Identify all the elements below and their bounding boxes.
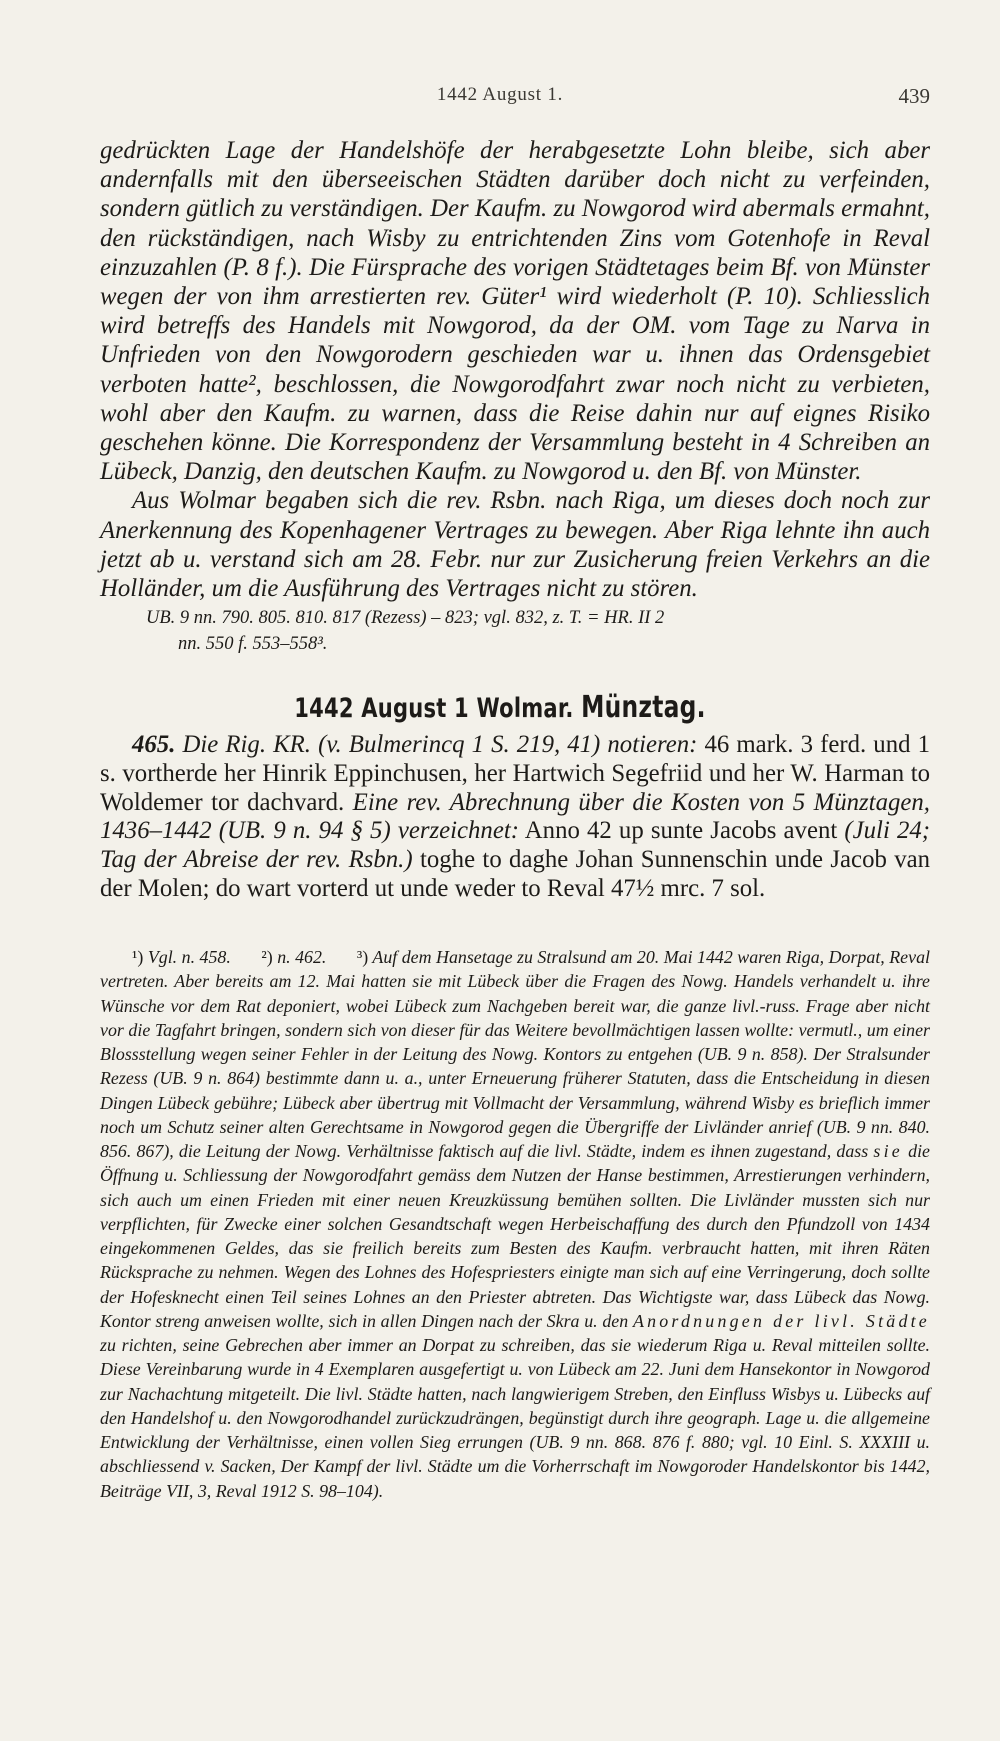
- entry-text-f: toghe to daghe Johan Sunnenschin unde Jacob van der Molen; do wart vorterd ut unde weder to Reval 47½ mrc. 7 sol.: [100, 846, 931, 902]
- footnote-2-label: ²): [261, 947, 273, 967]
- footnote-3-spaced-2: Anordnungen der livl. Städte: [632, 1310, 930, 1331]
- source-references-line-2: nn. 550 f. 553–558³.: [178, 634, 328, 655]
- entry-text-c: Eine rev. Abrechnung über die Kosten von 5 Münztagen, 1436–1442 (UB. 9 n. 94 § 5) verzeichnet:: [100, 788, 930, 845]
- source-references: [100, 605, 930, 657]
- footnote-3-text-a: Auf dem Hansetage zu Stralsund am 20. Mai 1442 waren Riga, Dorpat, Reval vertreten. Aber bereits am 12. Mai hatten sie mit Lübeck über die Fragen des Nowg. Handels verhandelt u. ihre Wünsche vor dem Rat deponiert, wobei Lübeck zum Nachgeben bereit war, die ganze livl.-russ. Frage aber nicht vor die Tagfahrt bringen, sondern sich von dieser für das Weitere bevollmächtigen lassen wollte: vermutl., um einer Blossstellung wegen seiner Fehler in der Leitung des Nowg. Kontors zu entgehen (UB. 9 n. 858). Der Stralsunder Rezess (UB. 9 n. 864) bestimmte dann u. a., unter Erneuerung früherer Statuten, dass die Entscheidung in diesen Dingen Lübeck gebühre; Lübeck aber übertrug mit Vollmacht der Versammlung, während Wisby es brieflich immer noch um Schutz seiner alten Gerechtsame in Nowgorod gegen die Übergriffe der Livländer anrief (UB. 9 nn. 840. 856. 867), die Leitung der Nowg. Verhältnisse faktisch auf die livl. Städte, indem es ihnen zugestand, dass: [100, 947, 930, 1161]
- heading-date-place: 1442 August 1 Wolmar.: [294, 693, 574, 724]
- footnote-3-spaced-1: sie: [873, 1141, 903, 1161]
- entry-text-a: Die Rig. KR. (v. Bulmerincq 1 S. 219, 41) notieren:: [182, 731, 698, 758]
- footnotes: [100, 945, 930, 1503]
- body-paragraph-2: Aus Wolmar begaben sich die rev. Rsbn. nach Riga, um dieses doch noch zur Anerkennung des Kopenhagener Vertrages zu bewegen. Aber Riga lehnte ihn auch jetzt ab u. verstand sich am 28. Febr. nur zur Zusicherung freien Verkehrs an die Holländer, um die Ausführung des Vertrages nicht zu stören.: [100, 487, 930, 603]
- entry-number: 465.: [132, 731, 176, 758]
- footnote-3-text-c: zu richten, seine Gebrechen aber immer an Dorpat zu schreiben, das sie wiederum Riga u. Reval mitteilen sollte. Diese Vereinbarung wurde in 4 Exemplaren ausgefertigt u. von Lübeck am 22. Juni dem Hansekontor in Nowgorod zur Nachachtung mitgeteilt. Die livl. Städte hatten, nach langwierigem Streben, den Einfluss Wisbys u. Lübecks auf den Handelshof u. den Nowgorodhandel zurückzudrängen, begünstigt durch ihre geograph. Lage u. die allgemeine Entwicklung der Verhältnisse, einen vollen Sieg errungen (UB. 9 nn. 868. 876 f. 880; vgl. 10 Einl. S. XXXIII u. abschliessend v. Sacken, Der Kampf der livl. Städte um die Vorherrschaft im Nowgoroder Handelskontor bis 1442, Beiträge VII, 3, Reval 1912 S. 98–104).: [100, 1335, 930, 1501]
- entry-text-d: Anno 42 up sunte Jacobs avent: [524, 817, 838, 845]
- entry-heading: [110, 690, 890, 725]
- footnote-3-text-b: die Öffnung u. Schliessung der Nowgorodfahrt gemäss dem Nutzen der Hanse bestimmen, Arrestierungen verhindern, sich auch um einen Frieden mit einer neuen Kreuzküssung bemühen sollten. Die Livländer mussten sich nur verpflichten, für Zwecke einer solchen Gesandtschaft wegen Herbeischaffung des durch den Pfundzoll von 1434 eingekommenen Geldes, das sie freilich bereits zum Besten des Kaufm. verbraucht hatten, mit ihren Räten Rücksprache zu nehmen. Wegen des Lohnes des Hofespriesters einigte man sich auf eine Verringerung, doch sollte der Hofesknecht einen Teil seines Lohnes an den Priester abtreten. Das Wichtigste war, dass Lübeck das Nowg. Kontor streng anweisen wollte, sich in allen Dingen nach der Skra u. den: [100, 1141, 930, 1331]
- body-text: [100, 136, 930, 657]
- running-head: 1442 August 1.: [436, 84, 564, 105]
- footnote-3-label: ³): [356, 947, 369, 967]
- entry-text-b: 46 mark. 3 ferd. und 1 s. vortherde her Hinrik Eppinchusen, her Hartwich Segefriid und her W. Harman to Woldemer tor dachvard.: [100, 731, 930, 816]
- footnote-2-text: n. 462.: [277, 947, 327, 967]
- footnote-1-label: ¹): [132, 947, 144, 967]
- entry-465: [100, 731, 930, 904]
- body-paragraph-1: gedrückten Lage der Handelshöfe der herabgesetzte Lohn bleibe, sich aber andernfalls mit den überseeischen Städten darüber doch nicht zu verfeinden, sondern gütlich zu verständigen. Der Kaufm. zu Nowgorod wird abermals ermahnt, den rückständigen, nach Wisby zu entrichtenden Zins vom Gotenhofe in Reval einzuzahlen (P. 8 f.). Die Fürsprache des vorigen Städtetages beim Bf. von Münster wegen der von ihm arrestierten rev. Güter¹ wird wiederholt (P. 10). Schliesslich wird betreffs des Handels mit Nowgorod, da der OM. vom Tage zu Narva in Unfrieden von den Nowgorodern geschieden war u. ihnen das Ordensgebiet verboten hatte², beschlossen, die Nowgorodfahrt zwar noch nicht zu verbieten, wohl aber den Kaufm. zu warnen, dass die Reise dahin nur auf eignes Risiko geschehen könne. Die Korrespondenz der Versammlung besteht in 4 Schreiben an Lübeck, Danzig, den deutschen Kaufm. zu Nowgorod u. den Bf. von Münster.: [100, 137, 930, 486]
- footnote-1-text: Vgl. n. 458.: [147, 947, 231, 967]
- source-references-line-1: UB. 9 nn. 790. 805. 810. 817 (Rezess) – 823; vgl. 832, z. T. = HR. II 2: [146, 608, 665, 629]
- entry-text-e: (Juli 24; Tag der Abreise der rev. Rsbn.): [100, 817, 931, 874]
- footnote-block: [100, 945, 930, 1503]
- page-number: 439: [898, 84, 930, 108]
- heading-title: Münztag.: [581, 690, 706, 725]
